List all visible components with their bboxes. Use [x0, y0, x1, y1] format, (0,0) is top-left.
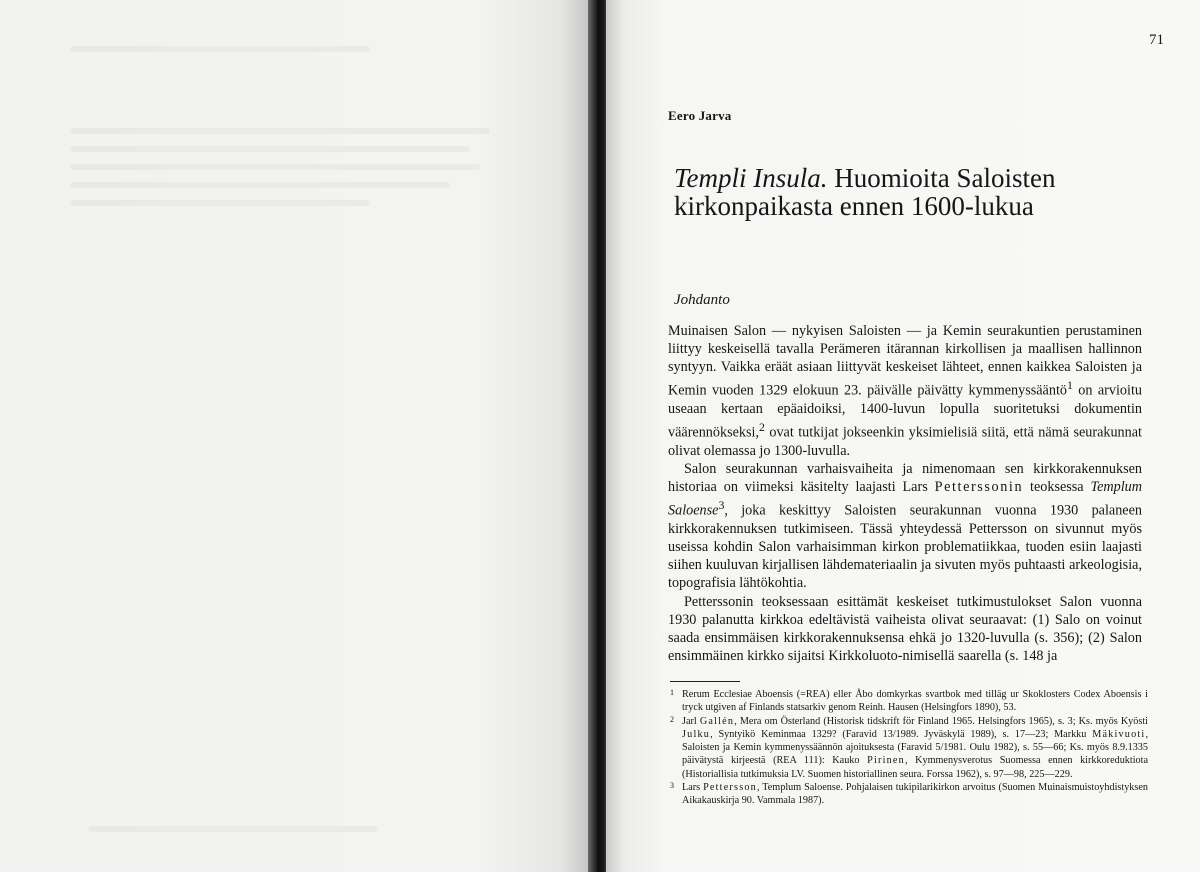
bleed-through-line	[70, 46, 370, 52]
work-title: Templum Saloense	[668, 479, 1142, 520]
footnote-text: Jarl	[682, 715, 700, 727]
footnote-mark: 1	[670, 688, 674, 697]
bleed-through-line	[70, 182, 450, 188]
article-title-italic: Templi Insula.	[674, 163, 828, 193]
page-number: 71	[1149, 32, 1164, 48]
article-body	[668, 322, 1142, 665]
author-name: Gallén	[699, 715, 735, 727]
footnote-2	[668, 715, 1148, 781]
paragraph-text: Muinaisen Salon — nykyisen Saloisten — ja Kemin seurakuntien perustaminen liittyy keskeisellä tavalla Perämeren itärannan kirkollisen ja maallisen hallinnon syntyyn. Vaikka eräät asiaan liittyvät keskeiset lähteet, ennen kaikkea Saloisten ja Kemin vuoden 1329 elokuun 23. päivälle päivätty kymmenyssääntö	[668, 323, 1142, 400]
footnote-3	[668, 781, 1148, 808]
author-name: Mäkivuoti	[1092, 728, 1146, 740]
footnote-mark: 3	[670, 781, 674, 791]
footnote-ref: 2	[759, 420, 765, 435]
footnote-mark: 2	[670, 714, 674, 724]
author-name: Julku	[682, 728, 711, 740]
footnote-text: Rerum Ecclesiae Aboensis (=REA) eller Åbo domkyrkas svartbok med tilläg ur Skoklosters Codex Aboensis i tryck utgiven af Finlands statsarkiv genom Reinh. Hausen (Helsingfors 1890), 53.	[682, 689, 1148, 714]
footnote-text: , Kymmenysverotus Suomessa ennen kirkkoreduktiota (Historiallisia tutkimuksia LV. Suomen historiallinen seura. Forssa 1962), s. 97—98, 225—229.	[682, 755, 1148, 780]
author-name: Pirinen	[867, 755, 905, 767]
author-name: Petterssonin	[934, 479, 1024, 496]
section-heading: Johdanto	[674, 292, 730, 308]
bleed-through-line	[70, 128, 490, 134]
paragraph-text: Salon seurakunnan varhaisvaiheita ja nimenomaan sen kirkkorakennuksen historiaa on viimeksi käsitelty laajasti Lars	[668, 461, 1142, 496]
footnote-text: , Syntyikö Keminmaa 1329? (Faravid 13/1989. Jyväskylä 1989), s. 17—23; Markku	[710, 728, 1093, 740]
bleed-through-line	[70, 200, 370, 206]
bleed-through-line	[70, 146, 470, 152]
article-author: Eero Jarva	[668, 108, 732, 123]
footnote-ref: 1	[1066, 378, 1073, 393]
footnotes	[668, 688, 1148, 808]
footnote-text: , Mera om Österland (Historisk tidskrift för Finland 1965. Helsingfors 1965), s. 3; Ks. myös Kyösti	[734, 715, 1148, 727]
paragraph-text: on arvioitu useaan kertaan epäaidoiksi, 1400-luvun lopulla suoritetuksi dokumentin väärennökseksi,	[668, 383, 1142, 441]
author-name: Pettersson	[703, 782, 757, 794]
footnote-divider	[670, 681, 740, 682]
article-title	[674, 164, 1114, 220]
left-page	[0, 0, 596, 872]
paragraph-text: teoksessa	[1023, 479, 1091, 496]
paragraph-2	[668, 460, 1142, 592]
article-title-rest: Huomioita Saloisten kirkonpaikasta ennen 1600-lukua	[674, 163, 1056, 221]
bleed-through-line	[70, 164, 480, 170]
paragraph-text: , joka keskittyy Saloisten seurakunnan vuonna 1930 palaneen kirkkorakennuksen tutkimiseen. Tässä yhteydessä Pettersson on sivunnut myös useissa kohdin Salon varhaisimman kirkon problematiikkaa, tuoden esiin laajasti siihen kuuluvan kirjallisen lähdemateriaalin ja sivuten myös puhtaasti arkeologisia, topografisia lähtökohtia.	[668, 503, 1142, 592]
right-page	[606, 0, 1200, 872]
footnote-text: , Saloisten ja Kemin kymmenyssäännön ajoituksesta (Faravid 5/1981. Oulu 1982), s. 55—66; Ks. myös 8.9.1335 päivätystä kirjeestä (REA 111): Kauko	[682, 728, 1148, 767]
footnote-1	[668, 688, 1148, 715]
bleed-through-line	[88, 826, 378, 832]
paragraph-3: Petterssonin teoksessaan esittämät keskeiset tutkimustulokset Salon vuonna 1930 palanutta kirkkoa edeltävistä vaiheista olivat seuraavat: (1) Salo on voinut saada ensimmäisen kirkkorakennuksensa ehkä jo 1320-luvulla (s. 356); (2) Salon ensimmäinen kirkko sijaitsi Kirkkoluoto-nimisellä saarella (s. 148 ja	[668, 593, 1142, 664]
paragraph-text: ovat tutkijat jokseenkin yksimielisiä siitä, että nämä seurakunnat olivat olemassa jo 1300-luvulla.	[668, 424, 1142, 460]
footnote-text: Lars	[682, 782, 704, 794]
paragraph-1	[668, 322, 1142, 460]
footnote-ref: 3	[718, 498, 725, 513]
footnote-text: , Templum Saloense. Pohjalaisen tukipilarikirkon arvoitus (Suomen Muinaismuistoyhdistyksen Aikakauskirja 90. Vammala 1987).	[682, 782, 1148, 807]
